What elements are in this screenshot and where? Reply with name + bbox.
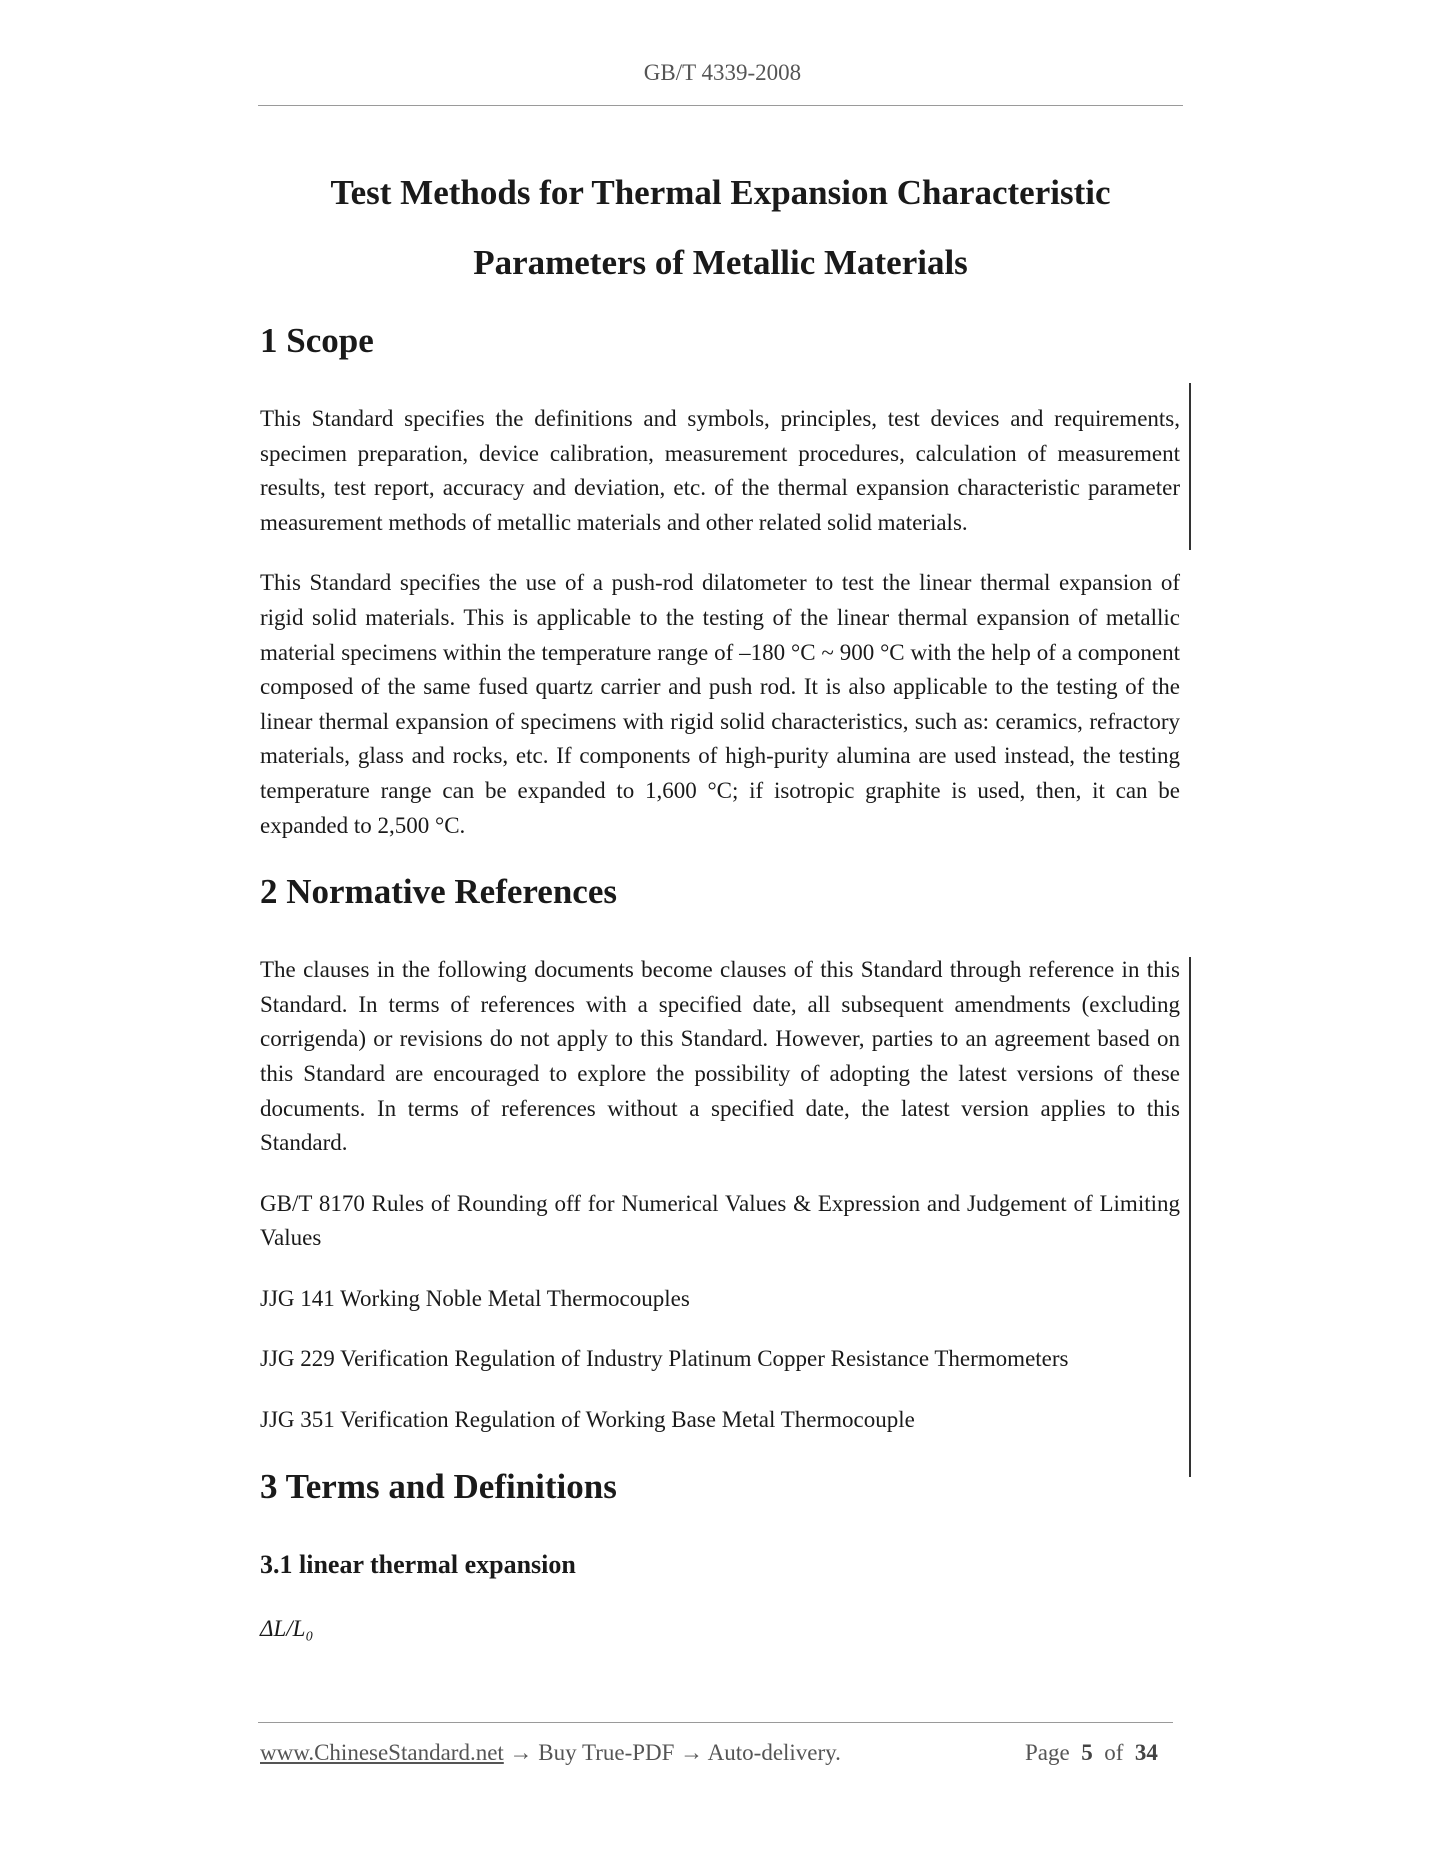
header-standard-code: GB/T 4339-2008 [643,60,802,85]
page-label: Page [1025,1740,1070,1765]
section-heading-scope: 1 Scope [260,321,374,360]
reference-item: JJG 229 Verification Regulation of Industry Platinum Copper Resistance Thermometers [260,1346,1069,1372]
of-label: of [1104,1740,1124,1765]
document-title-line-2: Parameters of Metallic Materials [473,243,968,282]
scope-paragraph-1: This Standard specifies the definitions and symbols, principles, test devices and requirements, specimen preparation, device calibration, measurement procedures, calculation of measurement results, test report, accuracy and deviation, etc. of the thermal expansion characteristic parameter measurement methods of metallic materials and other related solid materials. [260,406,1180,535]
normative-references-paragraph: The clauses in the following documents become clauses of this Standard through reference in this Standard. In terms of references with a specified date, all subsequent amendments (excluding corrigenda) or revisions do not apply to this Standard. However, parties to an agreement based on this Standard are encouraged to explore the possibility of adopting the latest versions of these documents. In terms of references without a specified date, the latest version applies to this Standard. [260,957,1180,1156]
footer-promo [260,1740,841,1766]
scope-paragraph-2: This Standard specifies the use of a push-rod dilatometer to test the linear thermal expansion of rigid solid materials. This is applicable to the testing of the linear thermal expansion of metallic material specimens within the temperature range of –180 °C ~ 900 °C with the help of a component composed of the same fused quartz carrier and push rod. It is also applicable to the testing of the linear thermal expansion of specimens with rigid solid characteristics, such as: ceramics, refractory materials, glass and rocks, etc. If components of high-purity alumina are used instead, the testing temperature range can be expanded to 1,600 °C; if isotropic graphite is used, then, it can be expanded to 2,500 °C. [260,570,1180,838]
reference-item: JJG 141 Working Noble Metal Thermocouples [260,1285,690,1311]
symbol-delta-l-over-l0: ΔL/L₀ [260,1615,314,1641]
header-divider [258,105,1183,106]
reference-item: GB/T 8170 Rules of Rounding off for Numerical Values & Expression and Judgement of Limiting Values [260,1190,1180,1251]
revision-bar-references [1189,957,1191,1477]
document-body [260,318,1180,1646]
revision-bar-scope [1189,383,1191,550]
subsection-heading-linear-thermal-expansion: 3.1 linear thermal expansion [260,1549,576,1579]
page-total: 34 [1134,1740,1158,1765]
section-heading-normative-references: 2 Normative References [260,872,617,912]
section-heading-terms-and-definitions: 3 Terms and Definitions [260,1466,617,1506]
footer-tagline: → Buy True-PDF → Auto-delivery. [503,1740,841,1765]
page-current: 5 [1081,1740,1093,1765]
footer-page-number [1025,1740,1158,1766]
reference-item: JJG 351 Verification Regulation of Working Base Metal Thermocouple [260,1407,915,1433]
footer-divider [258,1722,1173,1723]
document-title-line-1: Test Methods for Thermal Expansion Characteristic [330,173,1111,212]
footer-site-link[interactable]: www.ChineseStandard.net [260,1740,504,1765]
document-title [258,158,1183,298]
